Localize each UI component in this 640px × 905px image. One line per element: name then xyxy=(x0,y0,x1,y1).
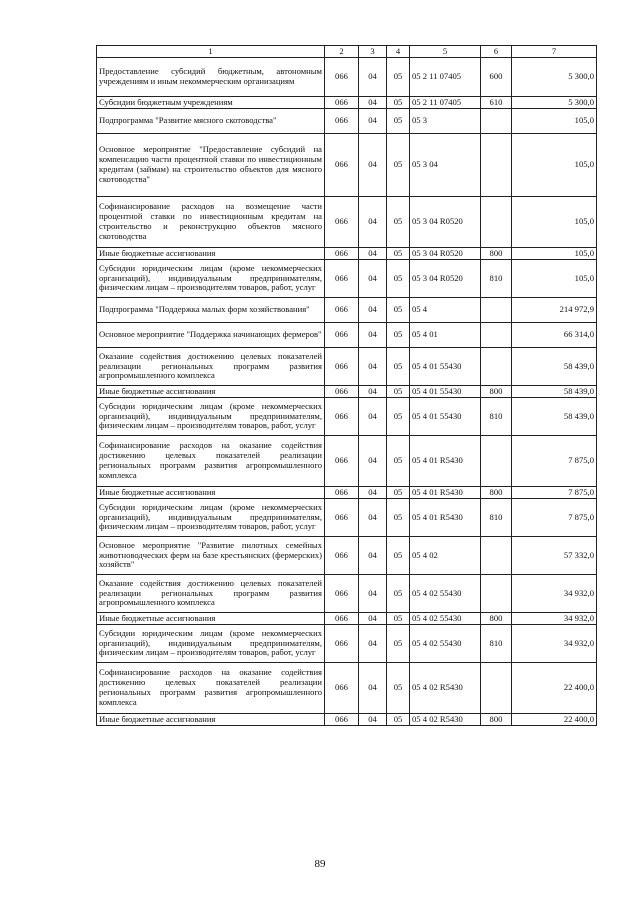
table-row xyxy=(97,398,597,436)
row-pr: 05 xyxy=(387,248,410,260)
table-row xyxy=(97,663,597,714)
row-csr: 05 4 02 xyxy=(410,537,481,575)
row-csr: 05 4 01 55430 xyxy=(410,398,481,436)
row-sum: 105,0 xyxy=(512,109,597,134)
row-grbs: 066 xyxy=(325,436,359,487)
row-grbs: 066 xyxy=(325,386,359,398)
table-row xyxy=(97,436,597,487)
row-csr: 05 4 02 55430 xyxy=(410,613,481,625)
header-cell-5: 5 xyxy=(410,46,481,58)
row-name: Иные бюджетные ассигнования xyxy=(97,248,325,260)
row-csr: 05 4 xyxy=(410,298,481,323)
row-sum: 105,0 xyxy=(512,134,597,197)
row-vr xyxy=(481,575,512,613)
row-grbs: 066 xyxy=(325,260,359,298)
row-rz: 04 xyxy=(359,487,387,499)
row-sum: 66 314,0 xyxy=(512,323,597,348)
row-grbs: 066 xyxy=(325,97,359,109)
header-cell-3: 3 xyxy=(359,46,387,58)
row-sum: 34 932,0 xyxy=(512,625,597,663)
row-sum: 58 439,0 xyxy=(512,398,597,436)
table-body xyxy=(97,58,597,726)
row-csr: 05 3 xyxy=(410,109,481,134)
budget-table xyxy=(96,45,597,726)
table-row xyxy=(97,625,597,663)
row-grbs: 066 xyxy=(325,714,359,726)
row-pr: 05 xyxy=(387,298,410,323)
row-csr: 05 4 01 R5430 xyxy=(410,436,481,487)
row-vr xyxy=(481,323,512,348)
row-vr: 600 xyxy=(481,58,512,97)
row-vr xyxy=(481,436,512,487)
row-name: Иные бюджетные ассигнования xyxy=(97,613,325,625)
row-vr xyxy=(481,348,512,386)
row-grbs: 066 xyxy=(325,134,359,197)
row-grbs: 066 xyxy=(325,613,359,625)
row-rz: 04 xyxy=(359,248,387,260)
row-grbs: 066 xyxy=(325,197,359,248)
header-cell-6: 6 xyxy=(481,46,512,58)
row-csr: 05 4 01 55430 xyxy=(410,348,481,386)
table-row xyxy=(97,109,597,134)
row-grbs: 066 xyxy=(325,625,359,663)
row-rz: 04 xyxy=(359,436,387,487)
table-row xyxy=(97,714,597,726)
row-pr: 05 xyxy=(387,537,410,575)
row-pr: 05 xyxy=(387,323,410,348)
row-pr: 05 xyxy=(387,260,410,298)
row-pr: 05 xyxy=(387,625,410,663)
row-rz: 04 xyxy=(359,109,387,134)
row-grbs: 066 xyxy=(325,348,359,386)
row-rz: 04 xyxy=(359,613,387,625)
row-name: Иные бюджетные ассигнования xyxy=(97,714,325,726)
header-cell-1: 1 xyxy=(97,46,325,58)
row-sum: 57 332,0 xyxy=(512,537,597,575)
row-vr xyxy=(481,663,512,714)
row-sum: 58 439,0 xyxy=(512,386,597,398)
row-sum: 5 300,0 xyxy=(512,58,597,97)
row-vr xyxy=(481,109,512,134)
row-rz: 04 xyxy=(359,663,387,714)
row-pr: 05 xyxy=(387,386,410,398)
row-name: Субсидии юридическим лицам (кроме некоммерческих организаций), индивидуальным предпринимателям, физическим лицам – производителям товаров, работ, услуг xyxy=(97,260,325,298)
row-vr xyxy=(481,537,512,575)
table-row xyxy=(97,260,597,298)
row-name: Основное мероприятие "Поддержка начинающих фермеров" xyxy=(97,323,325,348)
table-row xyxy=(97,197,597,248)
table-row xyxy=(97,386,597,398)
row-rz: 04 xyxy=(359,348,387,386)
row-csr: 05 4 02 55430 xyxy=(410,625,481,663)
row-sum: 105,0 xyxy=(512,197,597,248)
row-vr: 810 xyxy=(481,260,512,298)
row-csr: 05 3 04 R0520 xyxy=(410,260,481,298)
row-rz: 04 xyxy=(359,537,387,575)
row-grbs: 066 xyxy=(325,248,359,260)
row-vr xyxy=(481,134,512,197)
row-name: Оказание содействия достижению целевых показателей реализации региональных программ развития агропромышленного комплекса xyxy=(97,575,325,613)
row-vr: 800 xyxy=(481,714,512,726)
row-pr: 05 xyxy=(387,197,410,248)
row-grbs: 066 xyxy=(325,499,359,537)
row-vr: 800 xyxy=(481,386,512,398)
row-csr: 05 4 01 xyxy=(410,323,481,348)
row-pr: 05 xyxy=(387,714,410,726)
row-vr xyxy=(481,298,512,323)
row-pr: 05 xyxy=(387,663,410,714)
row-grbs: 066 xyxy=(325,323,359,348)
table-row xyxy=(97,97,597,109)
header-row xyxy=(97,46,597,58)
row-sum: 214 972,9 xyxy=(512,298,597,323)
row-name: Оказание содействия достижению целевых показателей реализации региональных программ развития агропромышленного комплекса xyxy=(97,348,325,386)
row-csr: 05 4 02 55430 xyxy=(410,575,481,613)
row-sum: 105,0 xyxy=(512,248,597,260)
row-vr: 610 xyxy=(481,97,512,109)
row-grbs: 066 xyxy=(325,398,359,436)
row-sum: 34 932,0 xyxy=(512,575,597,613)
header-cell-4: 4 xyxy=(387,46,410,58)
row-name: Основное мероприятие "Предоставление субсидий на компенсацию части процентной ставки по инвестиционным кредитам (займам) на строительство объектов для мясного скотоводства" xyxy=(97,134,325,197)
row-sum: 7 875,0 xyxy=(512,436,597,487)
row-sum: 105,0 xyxy=(512,260,597,298)
row-grbs: 066 xyxy=(325,58,359,97)
row-pr: 05 xyxy=(387,58,410,97)
row-csr: 05 4 01 55430 xyxy=(410,386,481,398)
row-rz: 04 xyxy=(359,323,387,348)
row-name: Иные бюджетные ассигнования xyxy=(97,386,325,398)
page-number: 89 xyxy=(314,858,326,870)
row-csr: 05 4 01 R5430 xyxy=(410,487,481,499)
row-vr: 810 xyxy=(481,625,512,663)
row-name: Субсидии юридическим лицам (кроме некоммерческих организаций), индивидуальным предпринимателям, физическим лицам – производителям товаров, работ, услуг xyxy=(97,625,325,663)
row-csr: 05 3 04 R0520 xyxy=(410,248,481,260)
row-vr xyxy=(481,197,512,248)
row-name: Основное мероприятие "Развитие пилотных семейных животноводческих ферм на базе крестьянских (фермерских) хозяйств" xyxy=(97,537,325,575)
row-vr: 800 xyxy=(481,487,512,499)
row-vr: 810 xyxy=(481,398,512,436)
row-rz: 04 xyxy=(359,260,387,298)
row-pr: 05 xyxy=(387,134,410,197)
row-sum: 7 875,0 xyxy=(512,487,597,499)
row-name: Субсидии юридическим лицам (кроме некоммерческих организаций), индивидуальным предпринимателям, физическим лицам – производителям товаров, работ, услуг xyxy=(97,398,325,436)
row-pr: 05 xyxy=(387,109,410,134)
row-rz: 04 xyxy=(359,97,387,109)
row-name: Софинансирование расходов на оказание содействия достижению целевых показателей реализации региональных программ развития агропромышленного комплекса xyxy=(97,436,325,487)
row-pr: 05 xyxy=(387,613,410,625)
row-name: Подпрограмма "Поддержка малых форм хозяйствования" xyxy=(97,298,325,323)
row-csr: 05 4 01 R5430 xyxy=(410,499,481,537)
header-cell-7: 7 xyxy=(512,46,597,58)
table-row xyxy=(97,134,597,197)
row-grbs: 066 xyxy=(325,487,359,499)
row-sum: 58 439,0 xyxy=(512,348,597,386)
table-row xyxy=(97,537,597,575)
row-name: Субсидии юридическим лицам (кроме некоммерческих организаций), индивидуальным предпринимателям, физическим лицам – производителям товаров, работ, услуг xyxy=(97,499,325,537)
row-rz: 04 xyxy=(359,197,387,248)
row-pr: 05 xyxy=(387,398,410,436)
table-row xyxy=(97,487,597,499)
row-rz: 04 xyxy=(359,625,387,663)
row-name: Иные бюджетные ассигнования xyxy=(97,487,325,499)
row-rz: 04 xyxy=(359,575,387,613)
row-grbs: 066 xyxy=(325,298,359,323)
row-rz: 04 xyxy=(359,499,387,537)
row-sum: 34 932,0 xyxy=(512,613,597,625)
row-pr: 05 xyxy=(387,348,410,386)
row-csr: 05 4 02 R5430 xyxy=(410,714,481,726)
row-rz: 04 xyxy=(359,134,387,197)
row-grbs: 066 xyxy=(325,109,359,134)
row-vr: 800 xyxy=(481,613,512,625)
table-row xyxy=(97,323,597,348)
row-name: Софинансирование расходов на возмещение части процентной ставки по инвестиционным кредитам на строительство и реконструкцию объектов мясного скотоводства xyxy=(97,197,325,248)
row-name: Подпрограмма "Развитие мясного скотоводства" xyxy=(97,109,325,134)
table-row xyxy=(97,613,597,625)
row-grbs: 066 xyxy=(325,663,359,714)
row-rz: 04 xyxy=(359,58,387,97)
row-csr: 05 2 11 07405 xyxy=(410,97,481,109)
row-pr: 05 xyxy=(387,575,410,613)
row-rz: 04 xyxy=(359,714,387,726)
row-pr: 05 xyxy=(387,487,410,499)
row-vr: 800 xyxy=(481,248,512,260)
row-sum: 22 400,0 xyxy=(512,663,597,714)
table-row xyxy=(97,348,597,386)
row-name: Предоставление субсидий бюджетным, автономным учреждениям и иным некоммерческим организациям xyxy=(97,58,325,97)
row-sum: 22 400,0 xyxy=(512,714,597,726)
header-cell-2: 2 xyxy=(325,46,359,58)
row-rz: 04 xyxy=(359,386,387,398)
table-row xyxy=(97,248,597,260)
row-csr: 05 2 11 07405 xyxy=(410,58,481,97)
row-grbs: 066 xyxy=(325,575,359,613)
row-name: Софинансирование расходов на оказание содействия достижению целевых показателей реализации региональных программ развития агропромышленного комплекса xyxy=(97,663,325,714)
row-csr: 05 3 04 R0520 xyxy=(410,197,481,248)
table-row xyxy=(97,499,597,537)
row-pr: 05 xyxy=(387,97,410,109)
row-pr: 05 xyxy=(387,499,410,537)
row-pr: 05 xyxy=(387,436,410,487)
table-row xyxy=(97,575,597,613)
row-vr: 810 xyxy=(481,499,512,537)
row-rz: 04 xyxy=(359,298,387,323)
row-name: Субсидии бюджетным учреждениям xyxy=(97,97,325,109)
row-csr: 05 3 04 xyxy=(410,134,481,197)
row-grbs: 066 xyxy=(325,537,359,575)
row-sum: 5 300,0 xyxy=(512,97,597,109)
table-row xyxy=(97,298,597,323)
row-csr: 05 4 02 R5430 xyxy=(410,663,481,714)
table-row xyxy=(97,58,597,97)
row-sum: 7 875,0 xyxy=(512,499,597,537)
row-rz: 04 xyxy=(359,398,387,436)
